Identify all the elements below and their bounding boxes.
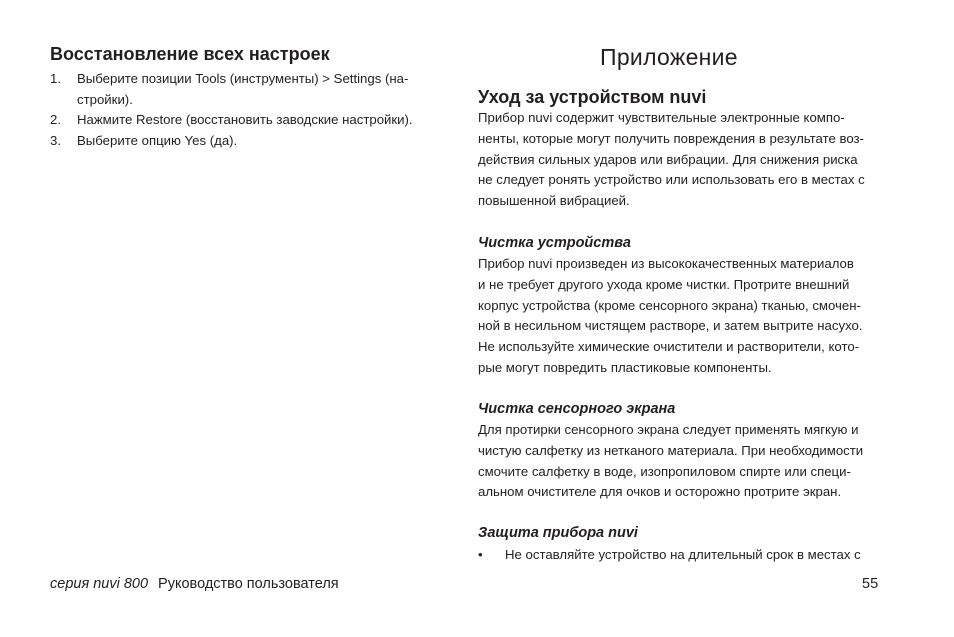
bullet-mark: • <box>478 547 483 562</box>
touchscreen-paragraph <box>478 420 888 503</box>
step-text-line: стройки). <box>77 91 133 107</box>
text-line: альном очистителе для очков и осторожно протрите экран. <box>478 484 842 500</box>
text-line: и не требует другого ухода кроме чистки. Протрите внешний <box>478 276 850 292</box>
step-text-line: Выберите позиции Tools (инструменты) > Settings (на- <box>77 71 409 86</box>
cleaning-paragraph <box>478 254 888 379</box>
step-text-line: Выберите опцию Yes (да). <box>77 132 238 148</box>
section-title-device-care: Уход за устройством nuvi <box>478 87 707 107</box>
subsection-title-touchscreen: Чистка сенсорного экрана <box>478 401 676 417</box>
text-line: Прибор nuvi произведен из высококачественных материалов <box>478 256 854 271</box>
list-item <box>50 131 435 152</box>
text-line: Прибор nuvi содержит чувствительные электронные компо- <box>478 110 845 125</box>
step-number: 2. <box>50 112 61 127</box>
text-line: смочите салфетку в воде, изопропиловом спирте или специ- <box>478 463 851 479</box>
text-line: Не используйте химические очистители и растворители, кото- <box>478 339 860 355</box>
step-number: 3. <box>50 132 61 148</box>
text-line: повышенной вибрацией. <box>478 193 630 209</box>
text-line: ненты, которые могут получить повреждения в результате воз- <box>478 130 864 146</box>
footer-manual-title: Руководство пользователя <box>158 576 339 592</box>
text-line: не следует ронять устройство или использовать его в местах с <box>478 172 865 188</box>
bullet-text: Не оставляйте устройство на длительный срок в местах с <box>505 547 861 562</box>
page-number: 55 <box>862 576 879 592</box>
list-item <box>50 110 435 131</box>
text-line: корпус устройства (кроме сенсорного экрана) тканью, смочен- <box>478 297 861 313</box>
device-care-paragraph <box>478 108 888 212</box>
step-number: 1. <box>50 71 61 86</box>
appendix-heading: Приложение <box>600 44 738 70</box>
step-text-line: Нажмите Restore (восстановить заводские настройки). <box>77 112 413 127</box>
footer-series: серия nuvi 800 <box>50 576 149 592</box>
text-line: Для протирки сенсорного экрана следует применять мягкую и <box>478 422 859 437</box>
footer-left <box>50 574 339 594</box>
text-line: ной в несильном чистящем растворе, и затем вытрите насухо. <box>478 318 863 334</box>
subsection-title-protection: Защита прибора nuvi <box>478 525 638 541</box>
subsection-title-cleaning: Чистка устройства <box>478 235 631 251</box>
text-line: действия сильных ударов или вибрации. Для снижения риска <box>478 151 858 167</box>
list-item <box>50 69 435 110</box>
text-line: рые могут повредить пластиковые компоненты. <box>478 359 772 375</box>
text-line: чистую салфетку из нетканого материала. При необходимости <box>478 442 864 458</box>
restore-steps-list <box>50 69 435 151</box>
section-title-restore-settings: Восстановление всех настроек <box>50 44 330 64</box>
